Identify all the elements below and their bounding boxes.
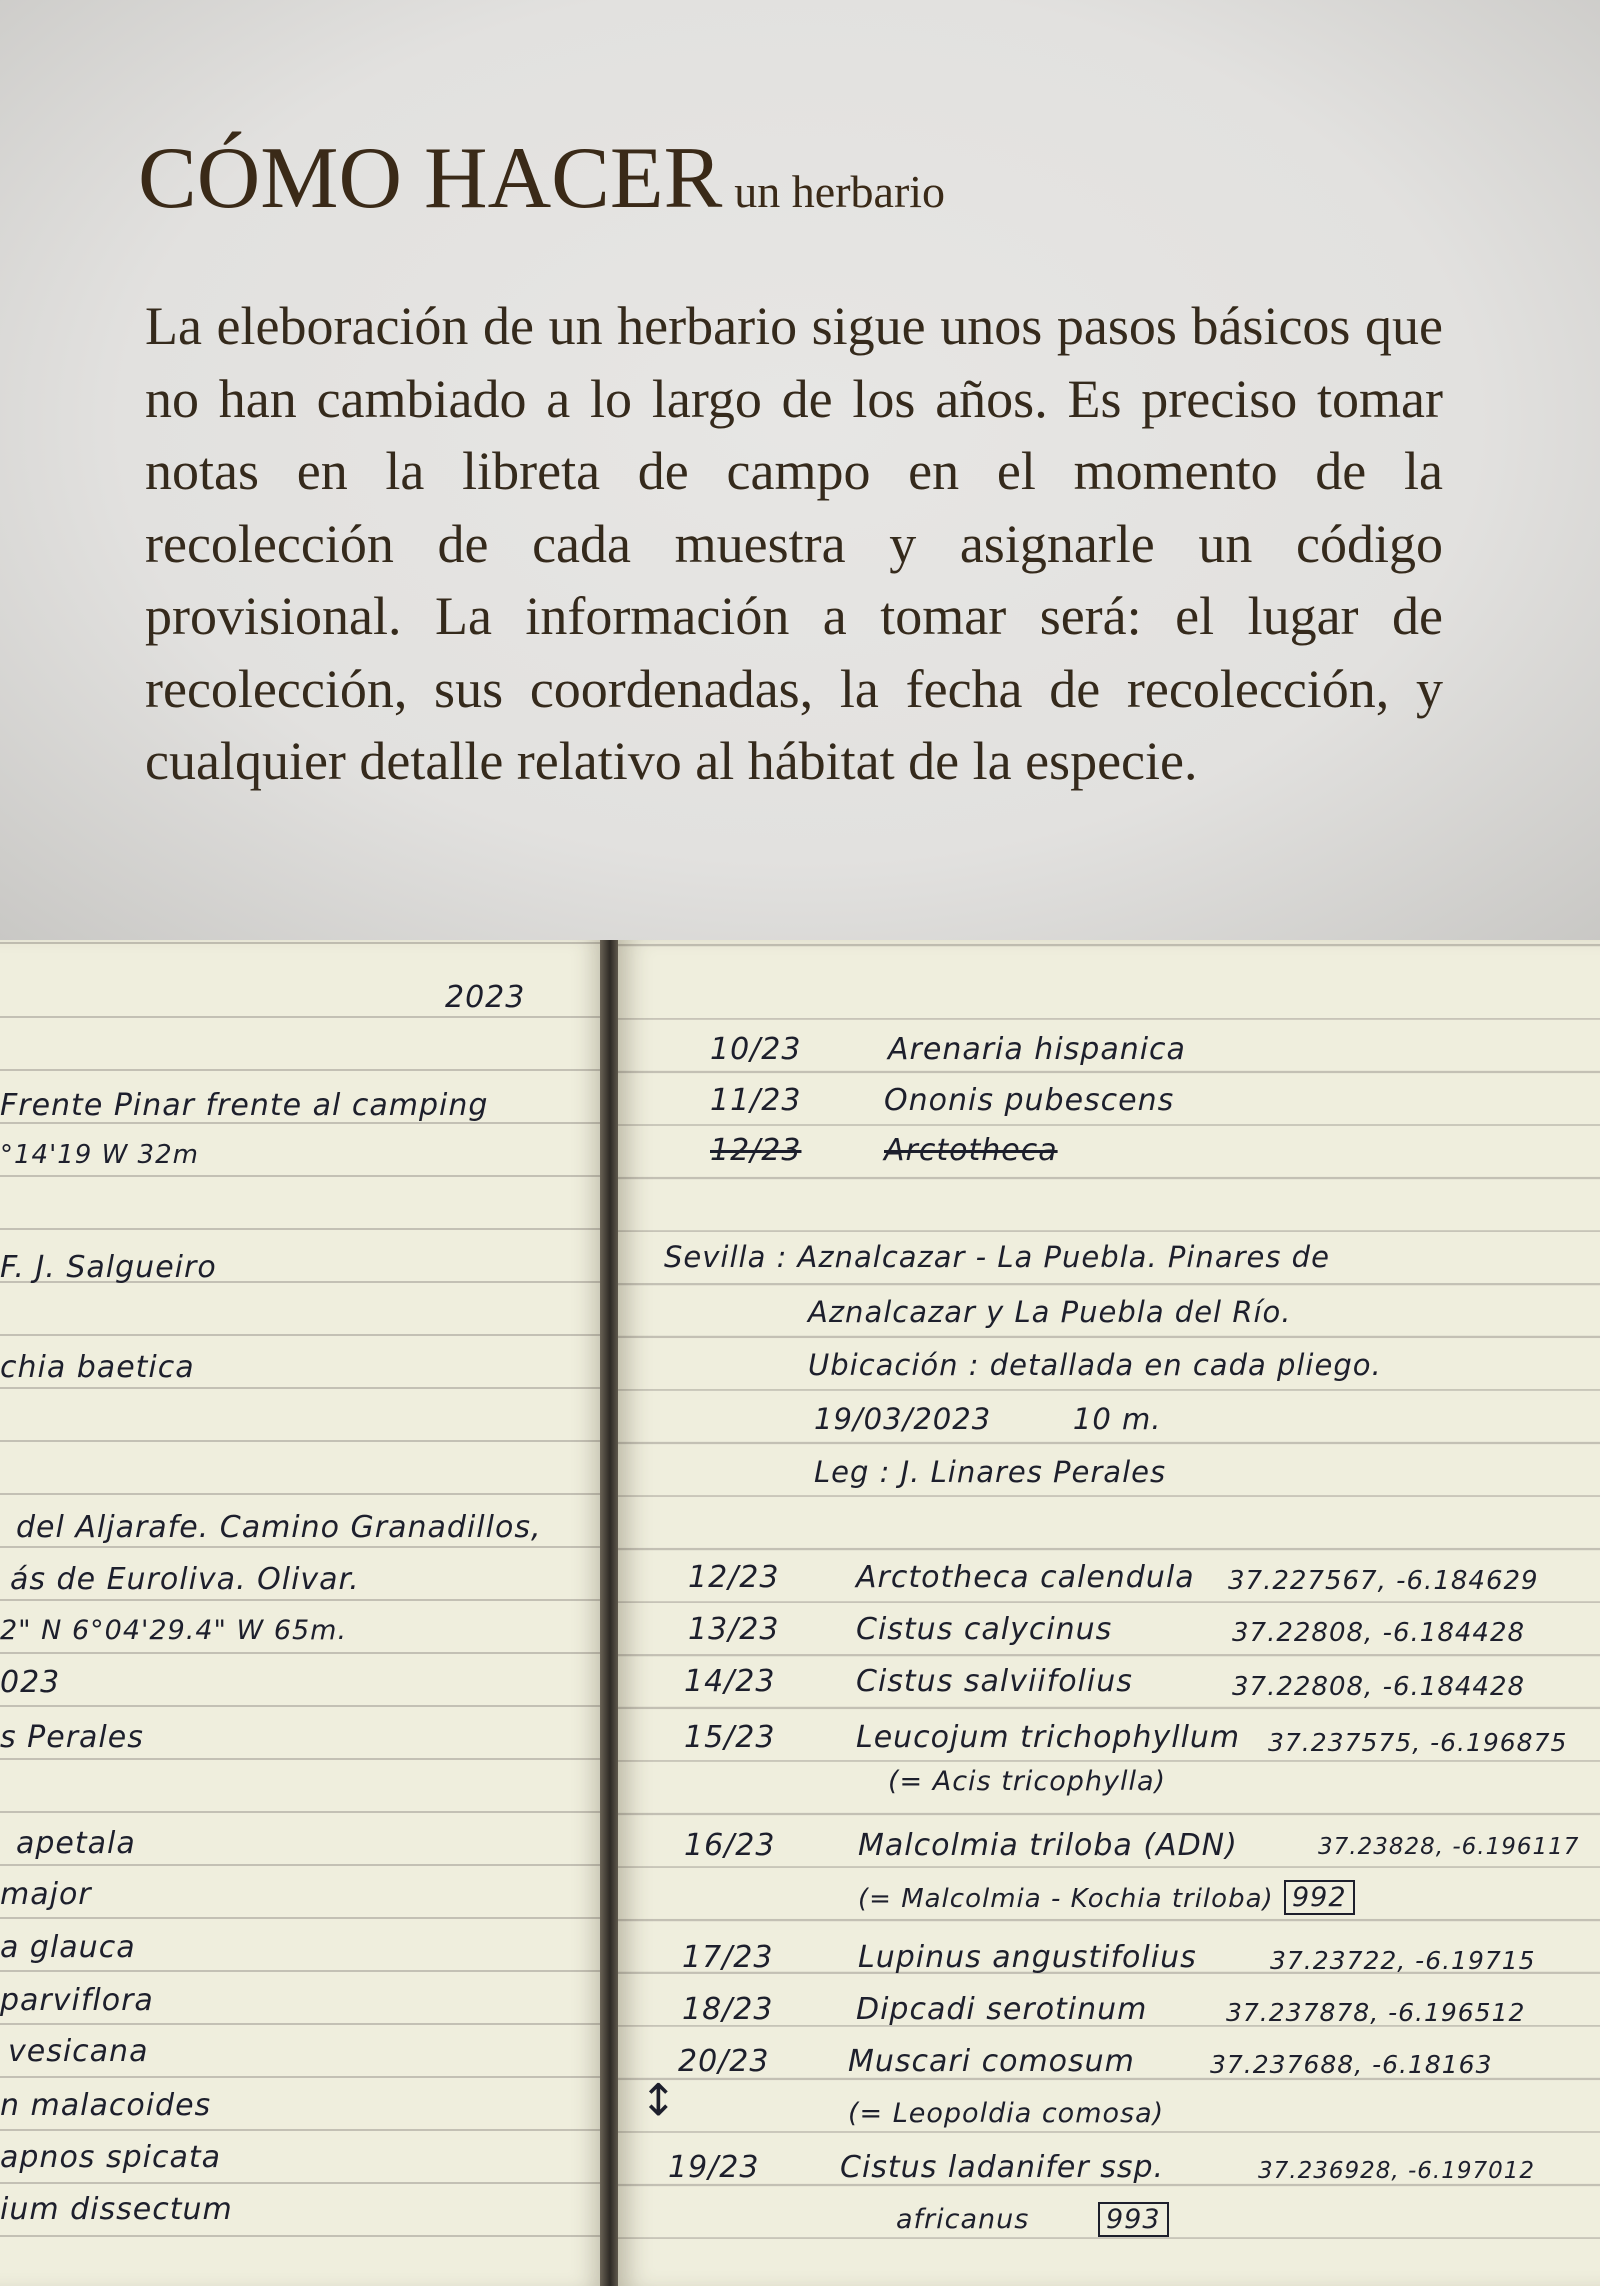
entry-code: 11/23: [710, 1083, 802, 1118]
entry-coords: 37.23722, -6.19715: [1270, 1946, 1536, 1975]
entry-code: 16/23: [684, 1828, 776, 1863]
notebook-right-page: [618, 940, 1600, 2286]
entry-name: Muscari comosum: [848, 2044, 1135, 2079]
entry-synonym: (= Malcolmia - Kochia triloba): [858, 1884, 1274, 1914]
entry-code: 17/23: [682, 1940, 774, 1975]
entry-coords: 37.236928, -6.197012: [1258, 2158, 1536, 2184]
left-line: chia baetica: [0, 1350, 195, 1385]
left-line: a glauca: [0, 1930, 136, 1965]
entry-name: Leucojum trichophyllum: [856, 1720, 1241, 1755]
entry-coords: 37.22808, -6.184428: [1232, 1672, 1526, 1702]
entry-name: Arenaria hispanica: [888, 1032, 1186, 1067]
left-line: parviflora: [0, 1983, 154, 2018]
intro-paragraph: La eleboración de un herbario sigue unos pasos básicos que no han cambiado a lo largo de los años. Es preciso tomar notas en la libreta de campo en el momento de la recolección de cada muestra y asignarle un código provisional. La información a tomar será: el lugar de recolección, sus coordenadas, la fecha de recolección, y cualquier detalle relativo al hábitat de la especie.: [145, 296, 1443, 791]
left-line: s Perales: [0, 1720, 144, 1755]
entry-name: Arctotheca: [884, 1133, 1058, 1168]
notebook-gutter: [600, 940, 620, 2286]
entry-name: Arctotheca calendula: [856, 1560, 1195, 1595]
entry-subspecies: africanus: [896, 2204, 1030, 2235]
entry-coords: 37.237575, -6.196875: [1268, 1728, 1568, 1757]
entry-code: 13/23: [688, 1612, 780, 1647]
entry-code: 15/23: [684, 1720, 776, 1755]
left-line: °14'19 W 32m: [0, 1140, 199, 1170]
left-line: apnos spicata: [0, 2140, 221, 2175]
left-line: Frente Pinar frente al camping: [0, 1088, 489, 1123]
entry-code: 19/23: [668, 2150, 760, 2185]
location-line: Ubicación : detallada en cada pliego.: [808, 1348, 1382, 1382]
left-line: ás de Euroliva. Olivar.: [10, 1562, 360, 1597]
entry-synonym: (= Leopoldia comosa): [848, 2098, 1165, 2129]
left-line: apetala: [16, 1826, 136, 1861]
left-line: ium dissectum: [0, 2192, 233, 2227]
sheet-number-box: 993: [1098, 2202, 1169, 2237]
location-line: Sevilla : Aznalcazar - La Puebla. Pinares de: [664, 1240, 1330, 1274]
entry-name: Cistus calycinus: [856, 1612, 1113, 1647]
page-title: [138, 128, 945, 229]
sheet-number-box: 992: [1284, 1880, 1355, 1915]
entry-synonym: (= Acis tricophylla): [888, 1766, 1167, 1797]
entry-name: Cistus ladanifer ssp.: [840, 2150, 1165, 2185]
left-line: del Aljarafe. Camino Granadillos,: [16, 1510, 542, 1545]
entry-code: 18/23: [682, 1992, 774, 2027]
left-line: vesicana: [8, 2034, 149, 2069]
notebook-photo: [0, 940, 1600, 2286]
location-line: Leg : J. Linares Perales: [814, 1455, 1167, 1489]
entry-name: Dipcadi serotinum: [856, 1992, 1148, 2027]
left-line: 023: [0, 1665, 61, 1700]
entry-name: Cistus salviifolius: [856, 1664, 1133, 1699]
title-main: CÓMO HACER: [138, 130, 723, 227]
header-panel: [0, 0, 1600, 940]
entry-code: 12/23: [688, 1560, 780, 1595]
left-line: 2" N 6°04'29.4" W 65m.: [0, 1615, 348, 1646]
entry-code: 20/23: [678, 2044, 770, 2079]
location-line: 19/03/2023 10 m.: [814, 1402, 1162, 1436]
entry-coords: 37.237878, -6.196512: [1226, 1998, 1526, 2027]
entry-name: Ononis pubescens: [884, 1083, 1175, 1118]
entry-name: Lupinus angustifolius: [858, 1940, 1197, 1975]
entry-code: 14/23: [684, 1664, 776, 1699]
location-line: Aznalcazar y La Puebla del Río.: [808, 1295, 1292, 1329]
left-line: major: [0, 1877, 92, 1912]
entry-coords: 37.237688, -6.18163: [1210, 2050, 1493, 2079]
entry-code: 10/23: [710, 1032, 802, 1067]
entry-coords: 37.227567, -6.184629: [1228, 1566, 1539, 1596]
left-line: n malacoides: [0, 2088, 212, 2123]
year-label: 2023: [445, 980, 526, 1015]
entry-coords: 37.23828, -6.196117: [1318, 1834, 1580, 1860]
left-line: F. J. Salgueiro: [0, 1250, 217, 1285]
notebook-left-page: [0, 940, 602, 2286]
entry-code: 12/23: [710, 1133, 802, 1168]
swap-arrow-icon: ↕: [640, 2075, 677, 2126]
entry-coords: 37.22808, -6.184428: [1232, 1618, 1526, 1648]
title-sub: un herbario: [734, 166, 946, 217]
entry-name: Malcolmia triloba (ADN): [858, 1828, 1238, 1863]
